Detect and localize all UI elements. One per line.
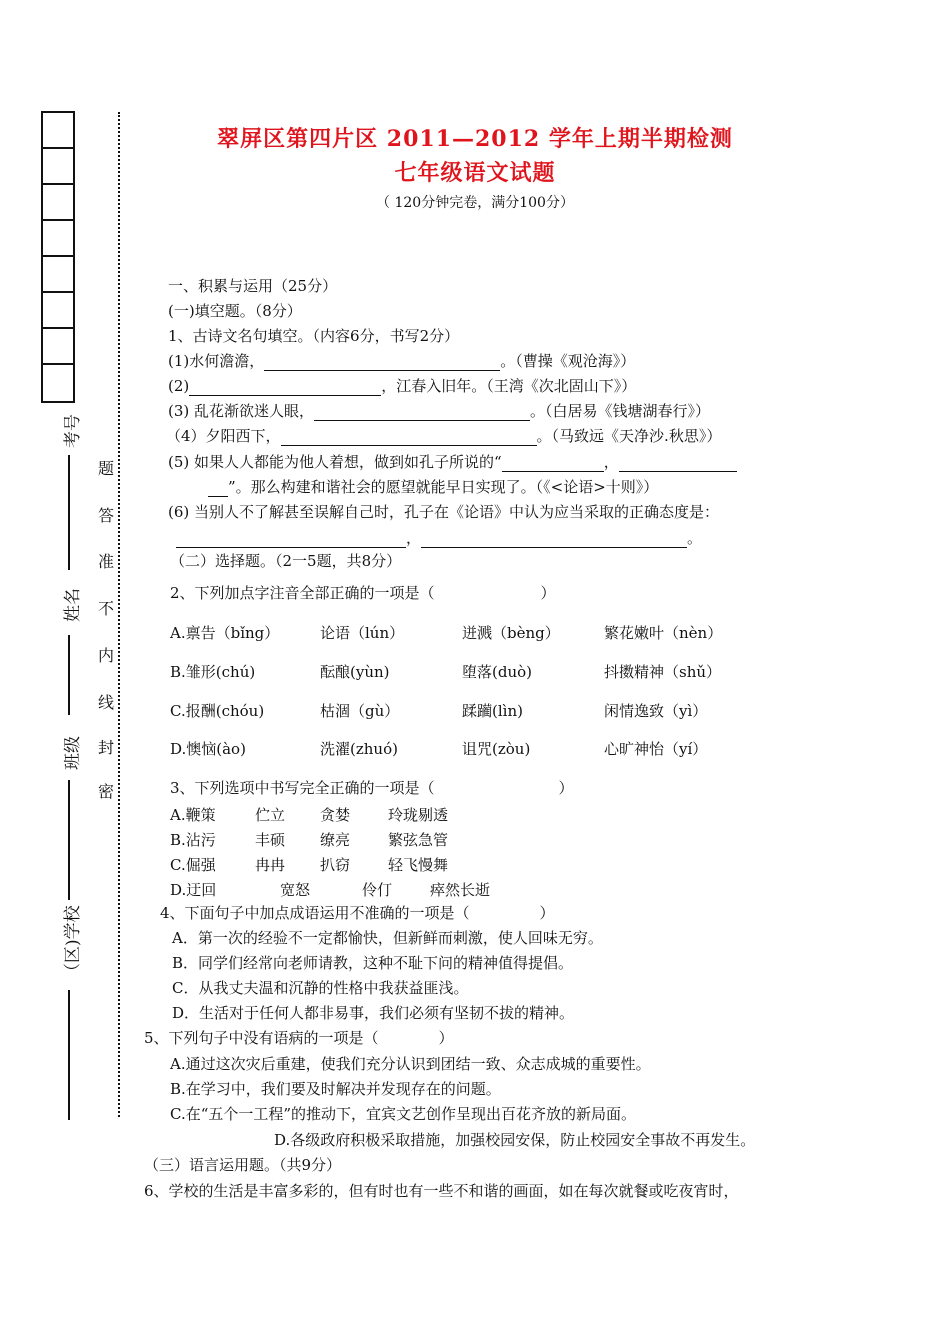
q1-line-5 [168, 452, 737, 472]
q3-b-3: 缭亮 [320, 831, 351, 849]
seal-char: 题 [98, 459, 115, 478]
q3-a-4: 玲珑剔透 [388, 806, 449, 824]
q3-b-2: 丰硕 [255, 831, 286, 849]
q1-line-3-source: 。（白居易《钱塘湖春行》） [530, 402, 711, 420]
answer-blank[interactable] [502, 455, 604, 472]
school-label: （区)学校 [63, 905, 83, 980]
school-line [68, 990, 70, 1120]
q2-c-2: 枯涸（gù） [320, 702, 400, 720]
q2-c-3: 蹂躏(lìn) [462, 702, 523, 720]
seal-char: 密 [98, 782, 115, 801]
section-heading: 一、积累与运用（25分） [168, 277, 338, 295]
q3-c-4: 轻飞慢舞 [388, 856, 449, 874]
q1-line-3 [168, 401, 710, 421]
question-3-text: 3、下列选项中书写完全正确的一项是（ [170, 779, 435, 797]
q1-line-2-source: ，江春入旧年。（王湾《次北固山下》） [381, 377, 637, 395]
q2-d-4: 心旷神怡（yí） [604, 740, 708, 758]
answer-blank[interactable] [619, 455, 737, 472]
grid-cell [43, 365, 73, 401]
q3-a-2: 伫立 [255, 806, 286, 824]
question-5-stem [144, 1028, 454, 1048]
q2-d-2: 洗濯(zhuó) [320, 740, 398, 758]
seal-char: 线 [98, 693, 115, 712]
answer-blank[interactable] [264, 354, 500, 371]
question-5-text: 5、下列句子中没有语病的一项是（ [144, 1029, 379, 1047]
answer-blank[interactable] [208, 480, 228, 497]
q5-option-d[interactable]: D.各级政府积极采取措施，加强校园安保，防止校园安全事故不再发生。 [274, 1131, 756, 1149]
q2-a-4: 繁花嫩叶（nèn） [604, 624, 723, 642]
q2-a-3: 迸溅（bèng） [462, 624, 560, 642]
q3-a-3: 贪婪 [320, 806, 351, 824]
answer-blank[interactable] [176, 531, 406, 548]
answer-blank[interactable] [189, 379, 381, 396]
q2-b-3: 堕落(duò) [462, 663, 532, 681]
q3-d-3: 伶仃 [362, 881, 393, 899]
subsection-heading: （三）语言运用题。（共9分） [144, 1156, 342, 1174]
q2-c-4: 闲情逸致（yì） [604, 702, 708, 720]
bracket-close: ） [540, 584, 556, 602]
name-line-upper [68, 635, 70, 715]
q1-line-2 [168, 376, 636, 396]
q3-b-4: 繁弦急管 [388, 831, 449, 849]
grid-cell [43, 257, 73, 293]
bracket-close: ） [539, 904, 555, 922]
question-3-stem [170, 778, 574, 798]
q4-option-b[interactable]: B．同学们经常向老师请教，这种不耻下问的精神值得提倡。 [172, 954, 574, 972]
q4-option-d[interactable]: D．生活对于任何人都非易事，我们必须有坚韧不拔的精神。 [172, 1004, 575, 1022]
q1-line-5-source: ”。那么构建和谐社会的愿望就能早日实现了。（《<论语>十则》） [228, 478, 659, 496]
q1-line-4-text: （4）夕阳西下， [166, 427, 281, 445]
q2-d-3: 诅咒(zòu) [462, 740, 531, 758]
seal-char: 封 [98, 738, 115, 757]
grid-cell [43, 221, 73, 257]
q1-line-5-cont [208, 477, 658, 497]
q3-c-3: 扒窃 [320, 856, 351, 874]
answer-blank[interactable] [421, 531, 687, 548]
question-6-stem: 6、学校的生活是丰富多彩的，但有时也有一些不和谐的画面，如在每次就餐或吃夜宵时， [144, 1182, 739, 1200]
q3-d-4: 瘁然长逝 [430, 881, 491, 899]
seal-dashed-line [118, 112, 120, 1117]
bracket-close: ） [558, 779, 574, 797]
q2-d-1: D.懊恼(ào) [170, 740, 246, 758]
q1-line-1-text: (1)水何澹澹， [168, 352, 265, 370]
question-1-stem: 1、古诗文名句填空。（内容6分，书写2分） [168, 327, 460, 345]
subsection-heading: (一)填空题。（8分） [168, 302, 302, 320]
q2-b-2: 酝酿(yùn) [320, 663, 390, 681]
q1-line-3-text: (3) 乱花渐欲迷人眼， [168, 402, 315, 420]
bracket-close: ） [438, 1029, 454, 1047]
question-4-text: 4、下面句子中加点成语运用不准确的一项是（ [160, 904, 470, 922]
q1-line-6: (6) 当别人不了解甚至误解自己时，孔子在《论语》中认为应当采取的正确态度是： [168, 503, 720, 521]
class-label: 班级 [63, 736, 83, 770]
subsection-heading: （二）选择题。（2一5题，共8分） [170, 552, 402, 570]
seal-char: 内 [98, 646, 115, 665]
question-2-stem [170, 583, 556, 603]
question-2-text: 2、下列加点字注音全部正确的一项是（ [170, 584, 435, 602]
seal-char: 答 [98, 506, 115, 525]
q5-option-a[interactable]: A.通过这次灾后重建，使我们充分认识到团结一致、众志成城的重要性。 [170, 1055, 651, 1073]
q1-line-4-source: 。（马致远《天净沙.秋思》） [536, 427, 722, 445]
q3-d-1: D.迂回 [170, 881, 217, 899]
seal-char: 不 [98, 599, 115, 618]
q2-b-4: 抖擞精神（shǔ） [604, 663, 722, 681]
q5-option-c[interactable]: C.在“五个一工程”的推动下，宜宾文艺创作呈现出百花齐放的新局面。 [170, 1105, 637, 1123]
seal-char: 准 [98, 552, 115, 571]
q3-c-1: C.倔强 [170, 856, 216, 874]
q4-option-c[interactable]: C．从我丈夫温和沉静的性格中我获益匪浅。 [172, 979, 469, 997]
exam-time-note: （ 120分钟完卷，满分100分） [376, 195, 574, 211]
q1-line-2-text: (2) [168, 377, 190, 395]
q2-a-2: 论语（lún） [320, 624, 405, 642]
q1-line-5-text: (5) 如果人人都能为他人着想，做到如孔子所说的“ [168, 453, 502, 471]
q1-line-5-comma: ， [603, 453, 619, 471]
class-line [68, 780, 70, 900]
exam-number-line [68, 455, 70, 570]
q3-c-2: 冉冉 [255, 856, 286, 874]
exam-number-grid [41, 111, 75, 403]
q3-a-1: A.鞭策 [170, 806, 216, 824]
q2-a-1: A.禀告（bǐng） [170, 624, 280, 642]
q3-b-1: B.沾污 [170, 831, 216, 849]
name-label: 姓名 [63, 588, 83, 622]
question-4-stem [160, 903, 555, 923]
exam-title: 翠屏区第四片区 2011—2012 学年上期半期检测 [217, 126, 733, 152]
q1-line-6-comma: ， [406, 529, 422, 547]
answer-blank[interactable] [281, 429, 537, 446]
q2-b-1: B.雏形(chú) [170, 663, 256, 681]
q5-option-b[interactable]: B.在学习中，我们要及时解决并发现存在的问题。 [170, 1080, 501, 1098]
exam-number-label: 考号 [63, 414, 83, 448]
grid-cell [43, 293, 73, 329]
grid-cell [43, 329, 73, 365]
exam-subject-title: 七年级语文试题 [394, 160, 556, 186]
q4-option-a[interactable]: A．第一次的经验不一定都愉快，但新鲜而刺激，使人回味无穷。 [172, 929, 603, 947]
q1-line-1 [168, 351, 635, 371]
q1-line-6-end: 。 [687, 529, 703, 547]
q1-line-4 [166, 426, 721, 446]
q1-line-6-cont [176, 528, 702, 548]
q3-d-2: 宽怒 [280, 881, 311, 899]
q2-c-1: C.报酬(chóu) [170, 702, 265, 720]
answer-blank[interactable] [314, 404, 530, 421]
q1-line-1-source: 。（曹操《观沧海》） [500, 352, 636, 370]
